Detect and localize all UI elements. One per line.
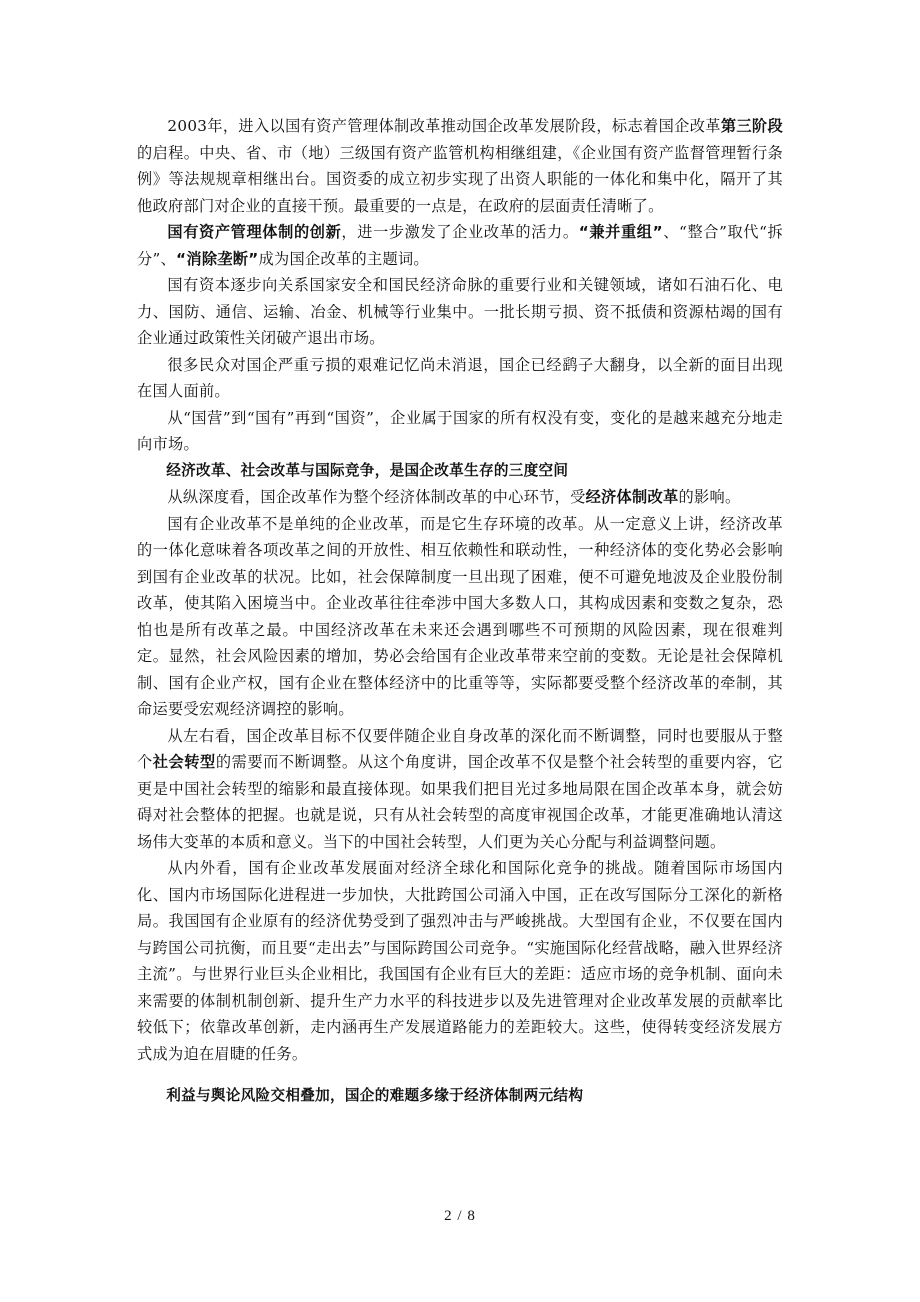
body-text: ，进一步激发了企业改革的活力。: [341, 223, 579, 241]
page-number: 2 / 8: [444, 1208, 476, 1224]
body-text: 成为国企改革的主题词。: [258, 249, 429, 268]
body-text: 国有资本逐步向关系国家安全和国民经济命脉的重要行业和关键领域，诸如石油石化、电力、国防、通信、运输、冶金、机械等行业集中。一批长期亏损、资不抵债和资源枯竭的国有企业通过政策性关闭破产退出市场。: [137, 276, 783, 347]
body-text: 的影响。: [678, 488, 741, 506]
body-text: 很多民众对国企严重亏损的艰难记忆尚未消退，国企已经鹞子大翻身，以全新的面目出现在国人面前。: [137, 355, 783, 400]
emphasis-text: 国有资产管理体制的创新: [167, 223, 342, 241]
paragraph: [137, 352, 783, 405]
emphasis-text: 第三阶段: [720, 117, 783, 135]
body-text: 从内外看，国有企业改革发展面对经济全球化和国际化竞争的挑战。随着国际市场国内化、国内市场国际化进程进一步加快，大批跨国公司涌入中国，正在改写国际分工深化的新格局。我国国有企业原有的经济优势受到了强烈冲击与严峻挑战。大型国有企业，不仅要在国内与跨国公司抗衡，而且要“走出去”与国际跨国公司竞争。“实施国际化经营战略，融入世界经济主流”。与世界行业巨头企业相比，我国国有企业有巨大的差距：适应市场的竞争机制、面向未来需要的体制机制创新、提升生产力水平的科技进步以及先进管理对企业改革发展的贡献率比较低下；依靠改革创新，走内涵再生产发展道路能力的差距较大。这些，使得转变经济发展方式成为迫在眉睫的任务。: [137, 859, 783, 1063]
body-text: 的启程。中央、省、市（地）三级国有资产监管机构相继组建，《企业国有资产监督管理暂行条例》等法规规章相继出台。国资委的成立初步实现了出资人职能的一体化和集中化，隔开了其他政府部门对企业的直接干预。最重要的一点是，在政府的层面责任清晰了。: [137, 143, 783, 215]
body-text: 从左右看，国企改革目标不仅要伴随企业自身改革的深化而不断调整，同时也要服从于整个: [137, 726, 783, 771]
paragraph: [137, 405, 783, 458]
paragraph: [137, 511, 783, 723]
body-text: 利益与舆论风险交相叠加，国企的难题多缘于经济体制两元结构: [166, 1087, 584, 1104]
paragraph: [137, 272, 783, 352]
paragraph: [137, 113, 783, 219]
paragraph: [137, 219, 783, 272]
body-text: 的需要而不断调整。从这个角度讲，国企改革不仅是整个社会转型的重要内容，它更是中国社会转型的缩影和最直接体现。如果我们把目光过多地局限在国企改革本身，就会妨碍对社会整体的把握。也就是说，只有从社会转型的高度审视国企改革，才能更准确地认清这场伟大变革的本质和意义。当下的中国社会转型，人们更为关心分配与利益调整问题。: [137, 753, 783, 851]
paragraph: [137, 723, 783, 856]
paragraph: [137, 855, 783, 1067]
section-heading: [137, 458, 783, 485]
body-text: 2003年，进入以国有资产管理体制改革推动国企改革发展阶段，标志着国企改革: [167, 117, 721, 135]
body-text: 、“整合”取代“拆分”、: [137, 223, 783, 268]
emphasis-text: 经济体制改革: [585, 488, 679, 506]
body-text: 从“国营”到“国有”再到“国资”，企业属于国家的所有权没有变，变化的是越来越充分地走向市场。: [137, 408, 783, 453]
emphasis-text: “兼并重组”: [578, 223, 663, 241]
emphasis-text: “消除垄断”: [176, 249, 259, 268]
body-text: 从纵深度看，国企改革作为整个经济体制改革的中心环节，受: [167, 488, 586, 506]
body-text: 经济改革、社会改革与国际竞争，是国企改革生存的三度空间: [166, 461, 569, 479]
body-text: 国有企业改革不是单纯的企业改革，而是它生存环境的改革。从一定意义上讲，经济改革的一体化意味着各项改革之间的开放性、相互依赖性和联动性，一种经济体的变化势必会影响到国有企业改革的状况。比如，社会保障制度一旦出现了困难，便不可避免地波及企业股份制改革，使其陷入困境当中。企业改革往往牵涉中国大多数人口，其构成因素和变数之复杂，恐怕也是所有改革之最。中国经济改革在未来还会遇到哪些不可预期的风险因素，现在很难判定。显然，社会风险因素的增加，势必会给国有企业改革带来空前的变数。无论是社会保障机制、国有企业产权，国有企业在整体经济中的比重等等，实际都要受整个经济改革的牵制，其命运要受宏观经济调控的影响。: [137, 514, 783, 718]
document-body: [137, 113, 783, 1110]
paragraph: [137, 484, 783, 511]
section-heading: [137, 1083, 783, 1110]
emphasis-text: 社会转型: [152, 753, 216, 771]
